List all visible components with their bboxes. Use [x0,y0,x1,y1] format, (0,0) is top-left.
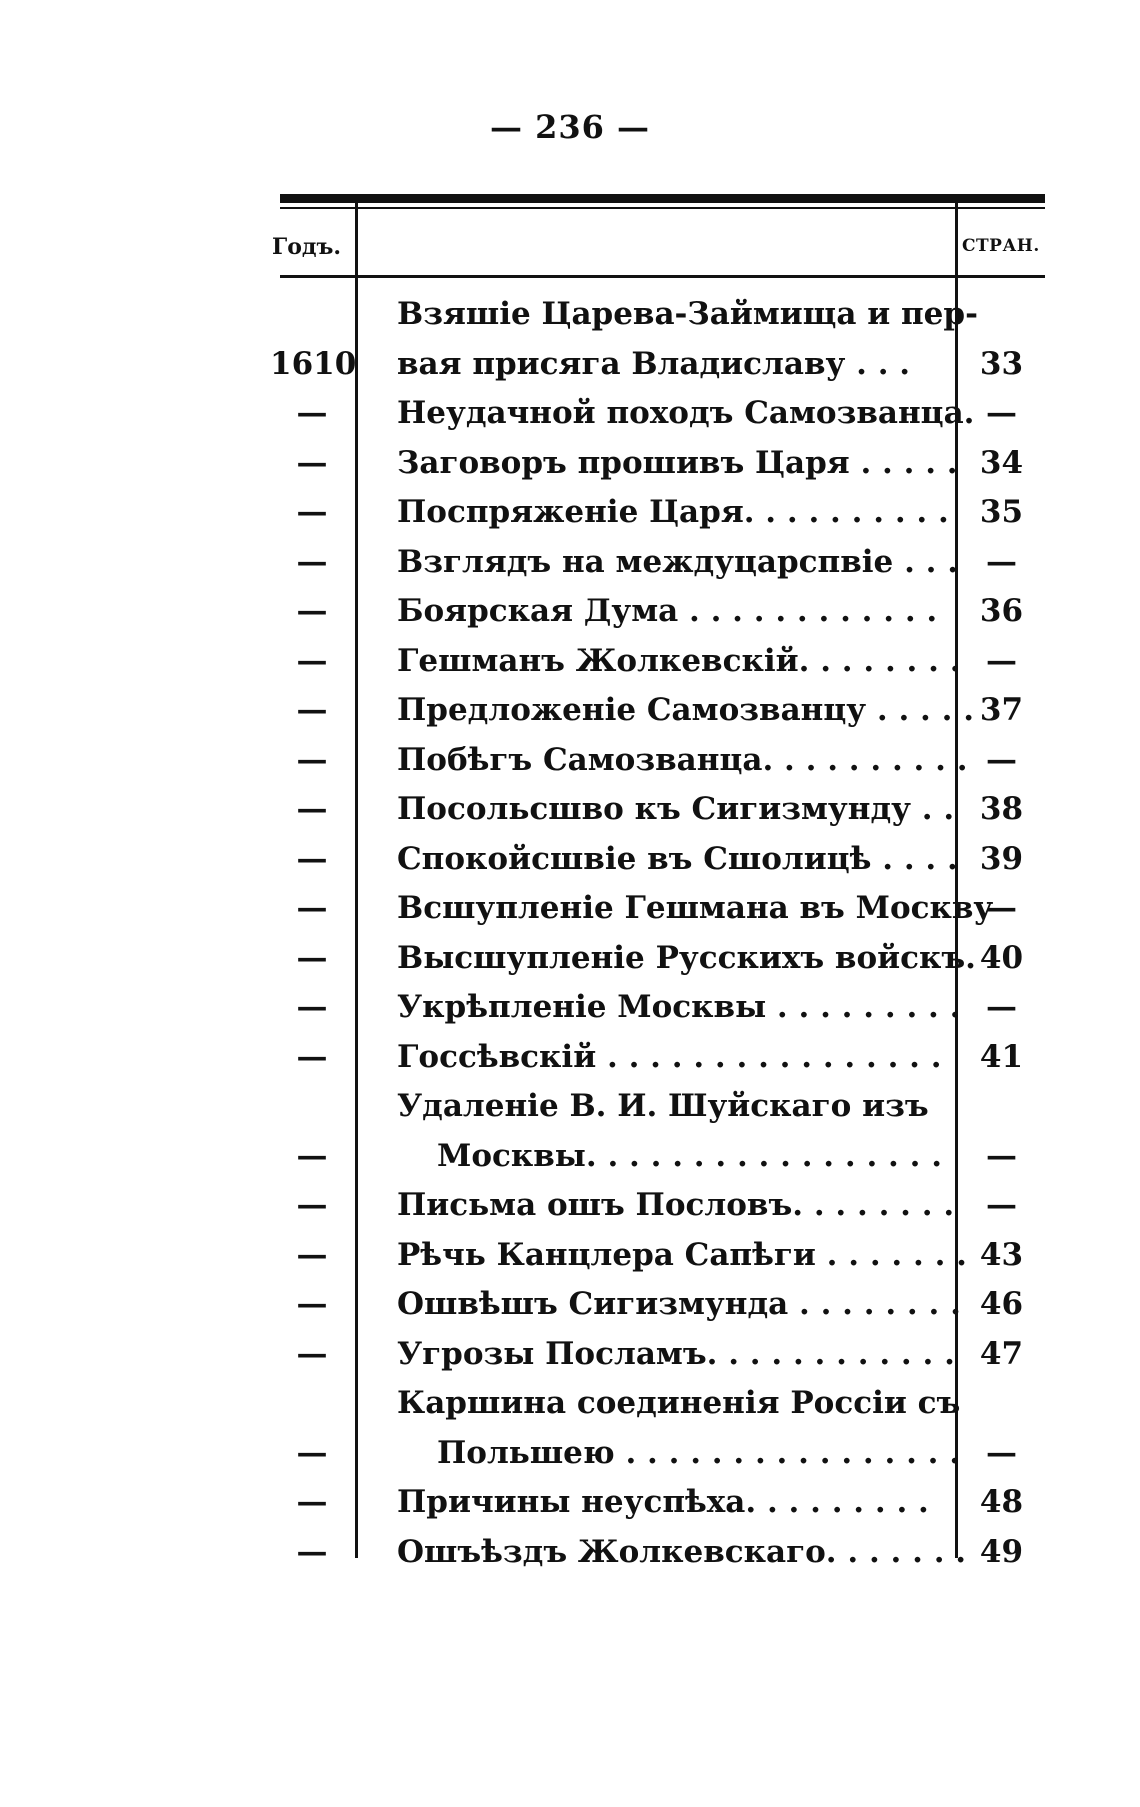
row-page: — [986,642,1017,679]
row-year: — [296,741,328,778]
row-page: 40 [979,939,1024,976]
row-title: Боярская Дума . . . . . . . . . . . . [397,593,938,629]
row-year: — [296,1187,328,1223]
row-page: — [986,890,1017,926]
table-row [0,1082,1140,1132]
table-row [0,1181,1140,1231]
table-row [0,1132,1140,1182]
table-row [0,1280,1140,1330]
row-title: Удаленіе В. И. Шуйскаго изъ [397,1088,929,1124]
row-page: 33 [979,345,1024,382]
table-row [0,884,1140,934]
table-header-rule [280,275,1045,278]
row-year: — [296,642,328,679]
row-year: — [296,444,328,481]
row-title: Побѣгъ Самозванца. . . . . . . . . . [397,741,968,778]
table-top-thick-rule [280,194,1045,203]
row-title: вая присяга Владиславу . . . [397,345,911,382]
row-year: — [296,593,328,629]
table-row [0,934,1140,984]
row-year: — [296,1286,328,1322]
contents-table-body [0,290,1140,1577]
row-title: Укрѣпленіе Москвы . . . . . . . . . [397,989,961,1025]
row-title: Всшупленіе Гешмана въ Москву [397,890,994,926]
table-row [0,1379,1140,1429]
table-row [0,1429,1140,1479]
row-title: Причины неуспѣха. . . . . . . . . [397,1484,929,1520]
row-title: Москвы. . . . . . . . . . . . . . . . . [437,1137,943,1174]
year-column-header: Годъ. [272,234,342,260]
row-page: — [986,395,1017,431]
row-page: — [986,1137,1017,1174]
row-year: — [296,1335,328,1372]
row-title: Взглядъ на междуцарспвіе . . . [397,543,959,580]
table-row [0,389,1140,439]
row-title: Ошъѣздъ Жолкевскаго. . . . . . . [397,1533,967,1570]
row-page: — [986,543,1017,580]
row-year: — [296,692,328,728]
row-year: — [296,494,328,530]
table-row [0,785,1140,835]
row-page: 36 [979,593,1024,629]
row-page: 35 [979,494,1024,530]
row-title: Польшею . . . . . . . . . . . . . . . . [437,1434,961,1471]
table-top-thin-rule [280,207,1045,209]
row-year: — [296,890,328,926]
row-page: — [986,1187,1017,1223]
table-row [0,637,1140,687]
row-page: — [986,989,1017,1025]
row-year: — [296,1137,328,1174]
row-page: 37 [979,692,1024,728]
row-title: Заговоръ прошивъ Царя . . . . . [397,444,958,481]
row-page: 46 [979,1286,1024,1322]
table-row [0,439,1140,489]
table-row [0,983,1140,1033]
table-row [0,587,1140,637]
row-page: 39 [979,840,1024,877]
row-year: — [296,1038,328,1075]
row-title: Неудачной походъ Самозванца. [397,395,975,431]
row-title: Высшупленіе Русскихъ войскъ. [397,939,976,976]
row-title: Угрозы Посламъ. . . . . . . . . . . . [397,1335,955,1372]
row-title: Гешманъ Жолкевскій. . . . . . . . [397,642,961,679]
row-year: — [296,1533,328,1570]
row-title: Ошвѣшъ Сигизмунда . . . . . . . . [397,1286,961,1322]
page-column-header: СТРАН. [962,236,1040,256]
row-page: 41 [979,1038,1024,1075]
row-page: 34 [979,444,1024,481]
row-title: Поспряженіе Царя. . . . . . . . . . [397,494,949,530]
row-year: — [296,1236,328,1273]
row-title: Госсѣвскій . . . . . . . . . . . . . . . . [397,1038,942,1075]
row-page: 43 [979,1236,1024,1273]
row-year: — [296,791,328,827]
row-title: Рѣчь Канцлера Сапѣги . . . . . . . [397,1236,967,1273]
table-row [0,736,1140,786]
row-page: 49 [979,1533,1024,1570]
row-page: 48 [979,1484,1024,1520]
row-year: — [296,989,328,1025]
table-row [0,290,1140,340]
page-number: — 236 — [489,108,651,146]
table-row [0,686,1140,736]
table-row [0,340,1140,390]
row-year: — [296,1484,328,1520]
row-year: — [296,939,328,976]
table-row [0,1033,1140,1083]
table-row [0,1528,1140,1578]
row-year: — [296,840,328,877]
row-page: 47 [979,1335,1024,1372]
row-title: Посольсшво къ Сигизмунду . . [397,791,955,827]
row-title: Взяшіе Царева-Займища и пер- [397,296,978,332]
row-year: — [296,1434,328,1471]
row-page: 38 [979,791,1024,827]
row-page: — [986,1434,1017,1471]
row-page: — [986,741,1017,778]
table-row [0,488,1140,538]
row-title: Каршина соединенія Россіи съ [397,1385,961,1421]
table-row [0,1231,1140,1281]
row-title: Письма ошъ Пословъ. . . . . . . . [397,1187,955,1223]
table-row [0,1478,1140,1528]
row-year: — [296,395,328,431]
row-title: Спокойсшвіе въ Сшолицѣ . . . . [397,840,958,877]
row-year: — [296,543,328,580]
table-row [0,835,1140,885]
table-row [0,1330,1140,1380]
table-row [0,538,1140,588]
row-year: 1610 [270,345,357,382]
row-title: Предложеніе Самозванцу . . . . . [397,692,975,728]
